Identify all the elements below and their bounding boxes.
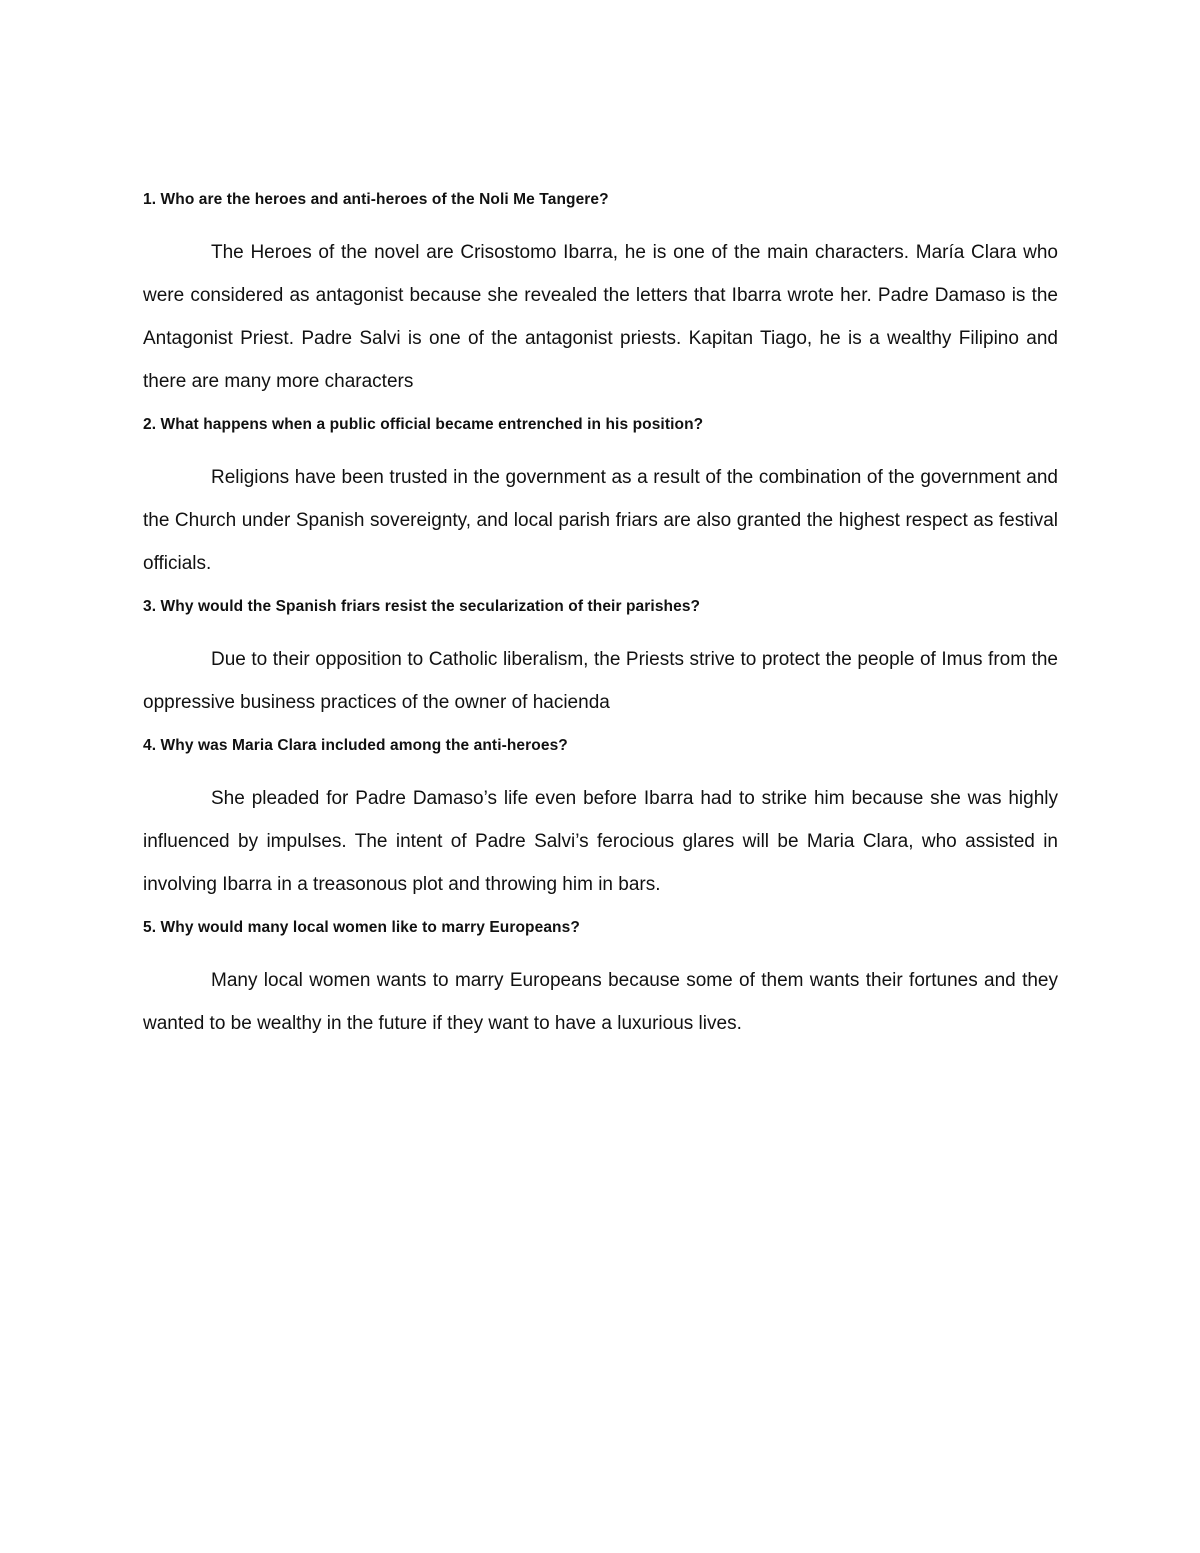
question-2: 2. What happens when a public official became entrenched in his position?	[143, 416, 704, 433]
answer-1: The Heroes of the novel are Crisostomo Ibarra, he is one of the main characters. María Clara who were considered as antagonist because she revealed the letters that Ibarra wrote her. Padre Damaso is the Antagonist Priest. Padre Salvi is one of the antagonist priests. Kapitan Tiago, he is a wealthy Filipino and there are many more characters	[143, 242, 1058, 392]
question-3: 3. Why would the Spanish friars resist the secularization of their parishes?	[143, 598, 701, 615]
qa-item-2	[143, 414, 1058, 585]
document-body	[143, 189, 1058, 1056]
qa-item-5	[143, 917, 1058, 1045]
answer-3: Due to their opposition to Catholic liberalism, the Priests strive to protect the people of Imus from the oppressive business practices of the owner of hacienda	[143, 649, 1058, 713]
qa-item-4	[143, 735, 1058, 906]
question-5: 5. Why would many local women like to marry Europeans?	[143, 919, 580, 936]
answer-4: She pleaded for Padre Damaso’s life even before Ibarra had to strike him because she was highly influenced by impulses. The intent of Padre Salvi’s ferocious glares will be Maria Clara, who assisted in involving Ibarra in a treasonous plot and throwing him in bars.	[143, 788, 1058, 895]
question-1: 1. Who are the heroes and anti-heroes of the Noli Me Tangere?	[143, 191, 609, 208]
answer-5: Many local women wants to marry Europeans because some of them wants their fortunes and they wanted to be wealthy in the future if they want to have a luxurious lives.	[143, 970, 1058, 1034]
question-4: 4. Why was Maria Clara included among the anti-heroes?	[143, 737, 568, 754]
answer-2: Religions have been trusted in the government as a result of the combination of the government and the Church under Spanish sovereignty, and local parish friars are also granted the highest respect as festival officials.	[143, 467, 1058, 574]
qa-item-3	[143, 596, 1058, 724]
qa-item-1	[143, 189, 1058, 403]
